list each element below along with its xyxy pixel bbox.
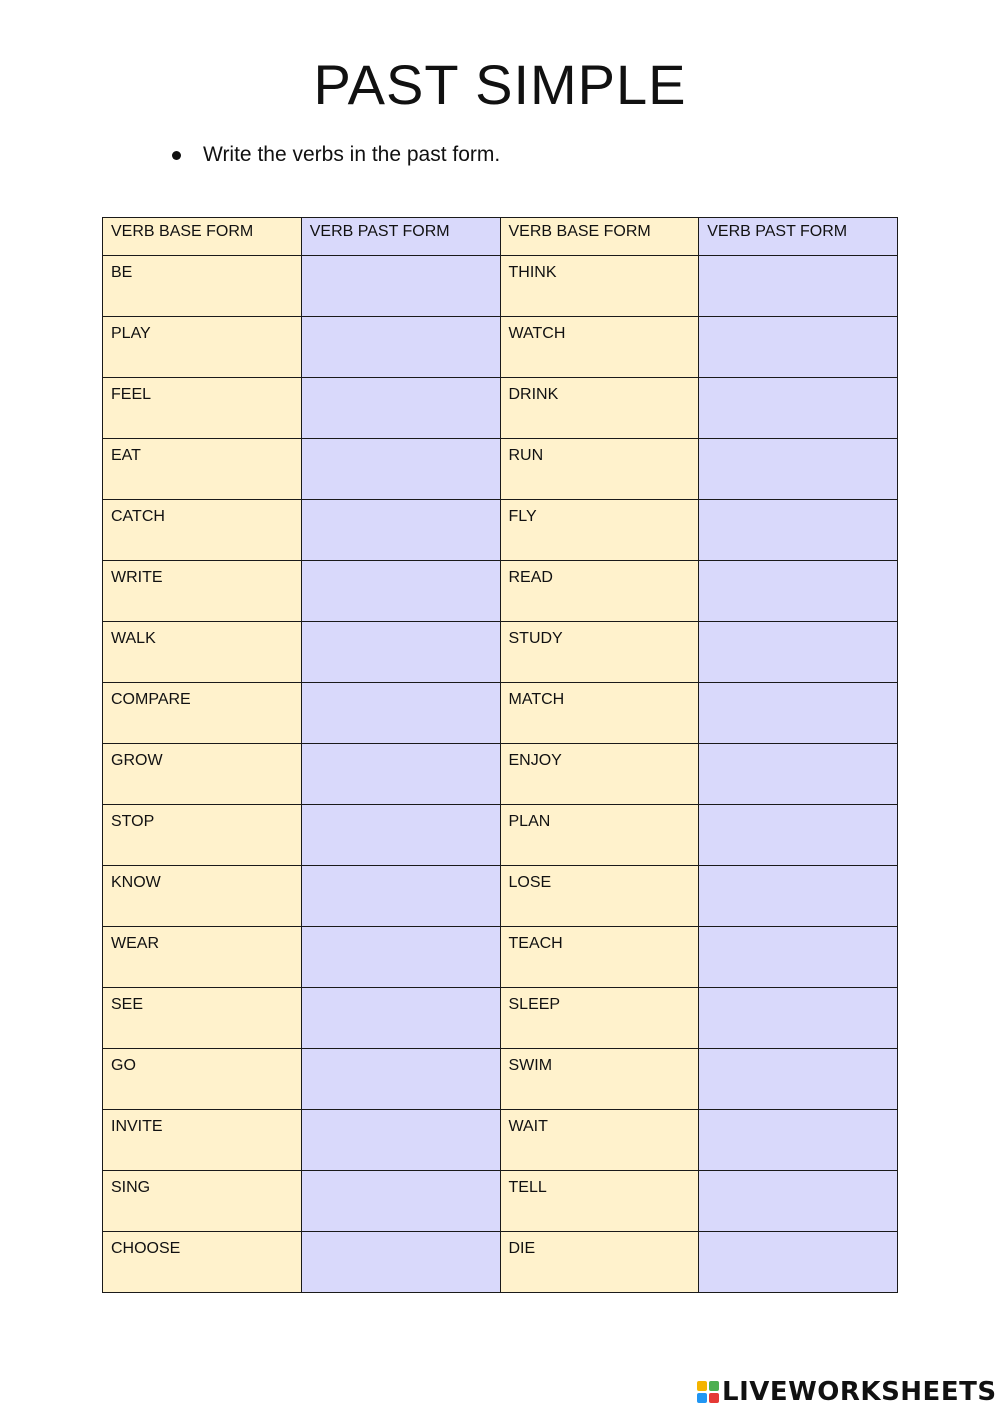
- table-row: [103, 378, 898, 439]
- verb-base-cell: FLY: [500, 500, 699, 561]
- verb-past-answer-cell[interactable]: [301, 927, 500, 988]
- table-row: [103, 805, 898, 866]
- verb-base-cell: SEE: [103, 988, 302, 1049]
- verb-base-cell: DRINK: [500, 378, 699, 439]
- header-base-form-2: VERB BASE FORM: [500, 218, 699, 256]
- logo-square: [709, 1381, 719, 1391]
- verb-past-answer-cell[interactable]: [301, 317, 500, 378]
- verb-past-answer-cell[interactable]: [699, 561, 898, 622]
- verb-base-cell: TEACH: [500, 927, 699, 988]
- table-row: [103, 927, 898, 988]
- header-past-form-1: VERB PAST FORM: [301, 218, 500, 256]
- instruction: [172, 143, 500, 167]
- table-row: [103, 988, 898, 1049]
- verb-base-cell: ENJOY: [500, 744, 699, 805]
- verb-past-answer-cell[interactable]: [301, 561, 500, 622]
- table-row: [103, 561, 898, 622]
- verb-past-answer-cell[interactable]: [699, 988, 898, 1049]
- verb-past-answer-cell[interactable]: [301, 683, 500, 744]
- table-row: [103, 317, 898, 378]
- verb-base-cell: READ: [500, 561, 699, 622]
- verb-past-answer-cell[interactable]: [301, 439, 500, 500]
- verb-base-cell: GROW: [103, 744, 302, 805]
- table-row: [103, 1110, 898, 1171]
- verb-past-answer-cell[interactable]: [301, 1110, 500, 1171]
- verb-base-cell: WATCH: [500, 317, 699, 378]
- verb-past-answer-cell[interactable]: [301, 622, 500, 683]
- instruction-text: Write the verbs in the past form.: [203, 143, 501, 166]
- verb-past-answer-cell[interactable]: [699, 1049, 898, 1110]
- logo-square: [697, 1393, 707, 1403]
- verb-base-cell: FEEL: [103, 378, 302, 439]
- verb-base-cell: SING: [103, 1171, 302, 1232]
- verb-past-answer-cell[interactable]: [699, 500, 898, 561]
- verb-base-cell: GO: [103, 1049, 302, 1110]
- verb-base-cell: STOP: [103, 805, 302, 866]
- verb-past-answer-cell[interactable]: [301, 744, 500, 805]
- page-title: PAST SIMPLE: [313, 53, 687, 116]
- verb-past-answer-cell[interactable]: [699, 866, 898, 927]
- verb-base-cell: WAIT: [500, 1110, 699, 1171]
- liveworksheets-logo: [697, 1377, 997, 1407]
- header-base-form-1: VERB BASE FORM: [103, 218, 302, 256]
- verb-table: [102, 217, 898, 1293]
- table-row: [103, 683, 898, 744]
- table-row: [103, 1049, 898, 1110]
- table-row: [103, 256, 898, 317]
- verb-base-cell: SLEEP: [500, 988, 699, 1049]
- verb-past-answer-cell[interactable]: [301, 256, 500, 317]
- verb-past-answer-cell[interactable]: [301, 1232, 500, 1293]
- table-row: [103, 622, 898, 683]
- logo-text: LIVEWORKSHEETS: [722, 1377, 997, 1407]
- verb-base-cell: RUN: [500, 439, 699, 500]
- verb-past-answer-cell[interactable]: [699, 439, 898, 500]
- verb-base-cell: CATCH: [103, 500, 302, 561]
- verb-base-cell: DIE: [500, 1232, 699, 1293]
- verb-past-answer-cell[interactable]: [301, 866, 500, 927]
- verb-past-answer-cell[interactable]: [699, 683, 898, 744]
- verb-base-cell: WRITE: [103, 561, 302, 622]
- table-row: [103, 1171, 898, 1232]
- header-past-form-2: VERB PAST FORM: [699, 218, 898, 256]
- table-row: [103, 1232, 898, 1293]
- verb-base-cell: WALK: [103, 622, 302, 683]
- verb-base-cell: PLAN: [500, 805, 699, 866]
- verb-base-cell: THINK: [500, 256, 699, 317]
- table-row: [103, 744, 898, 805]
- verb-past-answer-cell[interactable]: [301, 1171, 500, 1232]
- table-row: [103, 866, 898, 927]
- verb-past-answer-cell[interactable]: [301, 1049, 500, 1110]
- verb-past-answer-cell[interactable]: [301, 500, 500, 561]
- verb-base-cell: INVITE: [103, 1110, 302, 1171]
- verb-past-answer-cell[interactable]: [699, 1110, 898, 1171]
- verb-base-cell: KNOW: [103, 866, 302, 927]
- verb-past-answer-cell[interactable]: [699, 1232, 898, 1293]
- bullet-icon: [172, 151, 181, 160]
- verb-past-answer-cell[interactable]: [699, 1171, 898, 1232]
- verb-past-answer-cell[interactable]: [699, 927, 898, 988]
- verb-base-cell: BE: [103, 256, 302, 317]
- verb-past-answer-cell[interactable]: [699, 317, 898, 378]
- verb-past-answer-cell[interactable]: [301, 805, 500, 866]
- verb-past-answer-cell[interactable]: [699, 805, 898, 866]
- verb-base-cell: EAT: [103, 439, 302, 500]
- table-row: [103, 439, 898, 500]
- verb-base-cell: CHOOSE: [103, 1232, 302, 1293]
- verb-base-cell: SWIM: [500, 1049, 699, 1110]
- logo-square: [709, 1393, 719, 1403]
- verb-base-cell: STUDY: [500, 622, 699, 683]
- verb-base-cell: PLAY: [103, 317, 302, 378]
- table-header-row: [103, 218, 898, 256]
- logo-icon: [697, 1381, 719, 1403]
- verb-base-cell: LOSE: [500, 866, 699, 927]
- verb-base-cell: COMPARE: [103, 683, 302, 744]
- verb-past-answer-cell[interactable]: [301, 988, 500, 1049]
- verb-past-answer-cell[interactable]: [699, 256, 898, 317]
- verb-past-answer-cell[interactable]: [699, 744, 898, 805]
- verb-past-answer-cell[interactable]: [699, 622, 898, 683]
- verb-base-cell: WEAR: [103, 927, 302, 988]
- verb-base-cell: TELL: [500, 1171, 699, 1232]
- verb-past-answer-cell[interactable]: [301, 378, 500, 439]
- table-row: [103, 500, 898, 561]
- verb-past-answer-cell[interactable]: [699, 378, 898, 439]
- logo-square: [697, 1381, 707, 1391]
- verb-base-cell: MATCH: [500, 683, 699, 744]
